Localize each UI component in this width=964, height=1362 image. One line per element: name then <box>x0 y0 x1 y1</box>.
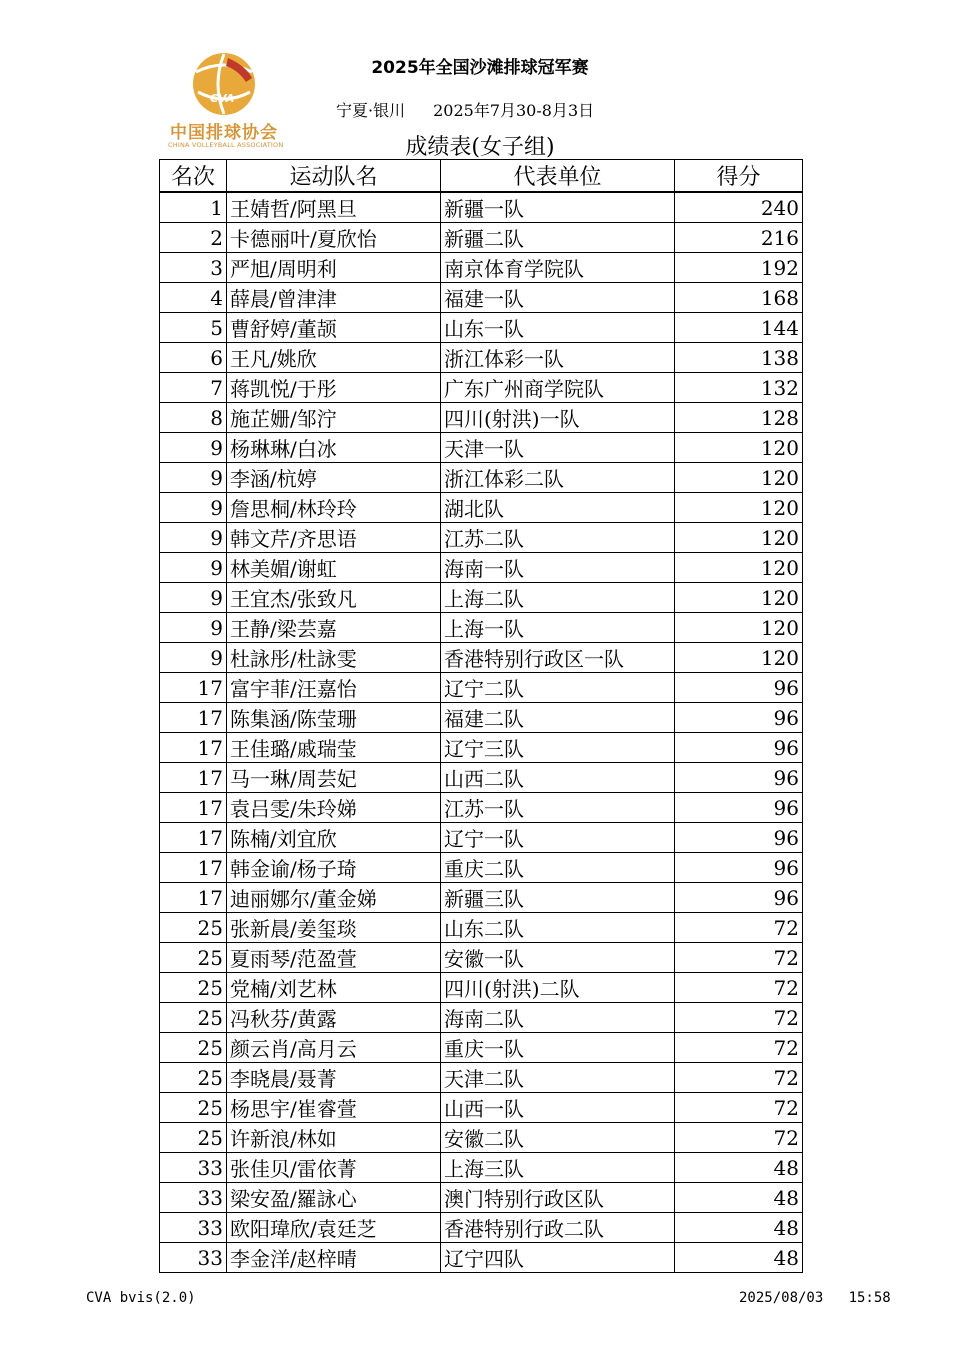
team-cell: 詹思桐/林玲玲 <box>227 493 441 523</box>
rank-cell: 17 <box>160 703 227 733</box>
header-score: 得分 <box>675 160 803 193</box>
rank-cell: 33 <box>160 1213 227 1243</box>
score-cell: 96 <box>675 793 803 823</box>
score-cell: 138 <box>675 343 803 373</box>
score-cell: 120 <box>675 463 803 493</box>
team-cell: 施芷姗/邹泞 <box>227 403 441 433</box>
score-cell: 96 <box>675 823 803 853</box>
unit-cell: 山东二队 <box>441 913 675 943</box>
score-cell: 120 <box>675 433 803 463</box>
score-cell: 168 <box>675 283 803 313</box>
team-cell: 韩金谕/杨子琦 <box>227 853 441 883</box>
team-cell: 张新晨/姜玺琰 <box>227 913 441 943</box>
team-cell: 王宜杰/张致凡 <box>227 583 441 613</box>
unit-cell: 新疆一队 <box>441 192 675 223</box>
rank-cell: 25 <box>160 1093 227 1123</box>
team-cell: 李涵/杭婷 <box>227 463 441 493</box>
team-cell: 林美媚/谢虹 <box>227 553 441 583</box>
table-row <box>160 433 803 463</box>
rank-cell: 9 <box>160 613 227 643</box>
table-row <box>160 793 803 823</box>
rank-cell: 17 <box>160 883 227 913</box>
rank-cell: 9 <box>160 433 227 463</box>
score-cell: 96 <box>675 763 803 793</box>
table-row <box>160 883 803 913</box>
unit-cell: 山西一队 <box>441 1093 675 1123</box>
unit-cell: 重庆一队 <box>441 1033 675 1063</box>
team-cell: 马一琳/周芸妃 <box>227 763 441 793</box>
score-cell: 48 <box>675 1183 803 1213</box>
event-dates: 2025年7月30-8月3日 <box>433 101 595 120</box>
results-table <box>159 159 803 1273</box>
table-row <box>160 853 803 883</box>
score-cell: 120 <box>675 613 803 643</box>
unit-cell: 新疆二队 <box>441 223 675 253</box>
team-cell: 张佳贝/雷依菁 <box>227 1153 441 1183</box>
team-cell: 欧阳瑋欣/袁廷芝 <box>227 1213 441 1243</box>
table-row <box>160 1183 803 1213</box>
logo-name-en: CHINA VOLLEYBALL ASSOCIATION <box>168 141 284 149</box>
unit-cell: 福建二队 <box>441 703 675 733</box>
unit-cell: 辽宁三队 <box>441 733 675 763</box>
page-title: 2025年全国沙滩排球冠军赛 <box>371 58 589 78</box>
rank-cell: 17 <box>160 763 227 793</box>
unit-cell: 海南一队 <box>441 553 675 583</box>
rank-cell: 2 <box>160 223 227 253</box>
team-cell: 党楠/刘艺林 <box>227 973 441 1003</box>
unit-cell: 湖北队 <box>441 493 675 523</box>
unit-cell: 江苏一队 <box>441 793 675 823</box>
table-row <box>160 223 803 253</box>
table-row <box>160 192 803 223</box>
table-row <box>160 313 803 343</box>
footer-timestamp: 2025/08/03 15:58 <box>739 1290 891 1306</box>
table-row <box>160 343 803 373</box>
score-cell: 192 <box>675 253 803 283</box>
rank-cell: 33 <box>160 1243 227 1273</box>
rank-cell: 25 <box>160 973 227 1003</box>
table-row <box>160 673 803 703</box>
team-cell: 王静/梁芸嘉 <box>227 613 441 643</box>
team-cell: 严旭/周明利 <box>227 253 441 283</box>
score-cell: 216 <box>675 223 803 253</box>
table-row <box>160 823 803 853</box>
rank-cell: 8 <box>160 403 227 433</box>
table-row <box>160 1213 803 1243</box>
table-row <box>160 493 803 523</box>
rank-cell: 25 <box>160 1033 227 1063</box>
unit-cell: 重庆二队 <box>441 853 675 883</box>
team-cell: 韩文芹/齐思语 <box>227 523 441 553</box>
rank-cell: 9 <box>160 523 227 553</box>
unit-cell: 辽宁四队 <box>441 1243 675 1273</box>
table-row <box>160 763 803 793</box>
header-unit: 代表单位 <box>441 160 675 193</box>
unit-cell: 山西二队 <box>441 763 675 793</box>
score-cell: 128 <box>675 403 803 433</box>
unit-cell: 四川(射洪)二队 <box>441 973 675 1003</box>
table-row <box>160 1093 803 1123</box>
score-cell: 72 <box>675 973 803 1003</box>
table-row <box>160 913 803 943</box>
rank-cell: 7 <box>160 373 227 403</box>
unit-cell: 辽宁一队 <box>441 823 675 853</box>
rank-cell: 9 <box>160 643 227 673</box>
score-cell: 120 <box>675 553 803 583</box>
score-cell: 120 <box>675 583 803 613</box>
team-cell: 杜詠彤/杜詠雯 <box>227 643 441 673</box>
rank-cell: 17 <box>160 823 227 853</box>
unit-cell: 澳门特别行政区队 <box>441 1183 675 1213</box>
table-header-row <box>160 160 803 193</box>
team-cell: 李晓晨/聂菁 <box>227 1063 441 1093</box>
header-team: 运动队名 <box>227 160 441 193</box>
table-row <box>160 523 803 553</box>
score-cell: 96 <box>675 703 803 733</box>
rank-cell: 25 <box>160 1123 227 1153</box>
team-cell: 杨琳琳/白冰 <box>227 433 441 463</box>
event-location: 宁夏·银川 <box>336 101 406 120</box>
header-rank: 名次 <box>160 160 227 193</box>
rank-cell: 17 <box>160 793 227 823</box>
team-cell: 夏雨琴/范盈萱 <box>227 943 441 973</box>
rank-cell: 9 <box>160 463 227 493</box>
team-cell: 蒋凯悦/于彤 <box>227 373 441 403</box>
rank-cell: 25 <box>160 1063 227 1093</box>
rank-cell: 17 <box>160 673 227 703</box>
unit-cell: 南京体育学院队 <box>441 253 675 283</box>
unit-cell: 天津一队 <box>441 433 675 463</box>
table-row <box>160 1123 803 1153</box>
table-row <box>160 373 803 403</box>
table-row <box>160 583 803 613</box>
unit-cell: 新疆三队 <box>441 883 675 913</box>
unit-cell: 上海一队 <box>441 613 675 643</box>
unit-cell: 香港特别行政二队 <box>441 1213 675 1243</box>
unit-cell: 海南二队 <box>441 1003 675 1033</box>
score-cell: 120 <box>675 493 803 523</box>
rank-cell: 25 <box>160 943 227 973</box>
rank-cell: 6 <box>160 343 227 373</box>
results-body <box>160 192 803 1273</box>
rank-cell: 5 <box>160 313 227 343</box>
score-cell: 72 <box>675 943 803 973</box>
unit-cell: 四川(射洪)一队 <box>441 403 675 433</box>
team-cell: 王婧哲/阿黑旦 <box>227 192 441 223</box>
table-row <box>160 463 803 493</box>
table-row <box>160 973 803 1003</box>
score-cell: 120 <box>675 643 803 673</box>
table-row <box>160 943 803 973</box>
unit-cell: 浙江体彩二队 <box>441 463 675 493</box>
table-row <box>160 1033 803 1063</box>
rank-cell: 25 <box>160 1003 227 1033</box>
team-cell: 袁吕雯/朱玲娣 <box>227 793 441 823</box>
table-row <box>160 613 803 643</box>
unit-cell: 上海二队 <box>441 583 675 613</box>
team-cell: 许新浪/林如 <box>227 1123 441 1153</box>
rank-cell: 33 <box>160 1183 227 1213</box>
score-cell: 72 <box>675 1093 803 1123</box>
score-cell: 48 <box>675 1243 803 1273</box>
team-cell: 王佳璐/戚瑞莹 <box>227 733 441 763</box>
score-cell: 96 <box>675 733 803 763</box>
score-cell: 144 <box>675 313 803 343</box>
table-row <box>160 283 803 313</box>
unit-cell: 辽宁二队 <box>441 673 675 703</box>
rank-cell: 4 <box>160 283 227 313</box>
team-cell: 冯秋芬/黄露 <box>227 1003 441 1033</box>
score-cell: 240 <box>675 192 803 223</box>
unit-cell: 广东广州商学院队 <box>441 373 675 403</box>
rank-cell: 33 <box>160 1153 227 1183</box>
rank-cell: 1 <box>160 192 227 223</box>
rank-cell: 25 <box>160 913 227 943</box>
team-cell: 梁安盈/羅詠心 <box>227 1183 441 1213</box>
score-cell: 48 <box>675 1213 803 1243</box>
team-cell: 陈楠/刘宜欣 <box>227 823 441 853</box>
team-cell: 颜云肖/高月云 <box>227 1033 441 1063</box>
score-cell: 72 <box>675 1123 803 1153</box>
team-cell: 薛晨/曾津津 <box>227 283 441 313</box>
team-cell: 杨思宇/崔睿萱 <box>227 1093 441 1123</box>
score-cell: 72 <box>675 913 803 943</box>
team-cell: 卡德丽叶/夏欣怡 <box>227 223 441 253</box>
footer-software: CVA bvis(2.0) <box>86 1290 196 1306</box>
score-cell: 96 <box>675 853 803 883</box>
table-row <box>160 1243 803 1273</box>
team-cell: 陈集涵/陈莹珊 <box>227 703 441 733</box>
unit-cell: 上海三队 <box>441 1153 675 1183</box>
table-row <box>160 403 803 433</box>
location-date-row <box>336 98 594 121</box>
unit-cell: 福建一队 <box>441 283 675 313</box>
team-cell: 李金洋/赵梓晴 <box>227 1243 441 1273</box>
rank-cell: 9 <box>160 493 227 523</box>
table-row <box>160 1063 803 1093</box>
score-cell: 96 <box>675 673 803 703</box>
svg-text:CVA: CVA <box>210 92 235 105</box>
score-cell: 48 <box>675 1153 803 1183</box>
score-cell: 96 <box>675 883 803 913</box>
table-row <box>160 733 803 763</box>
rank-cell: 17 <box>160 733 227 763</box>
unit-cell: 天津二队 <box>441 1063 675 1093</box>
team-cell: 迪丽娜尔/董金娣 <box>227 883 441 913</box>
rank-cell: 3 <box>160 253 227 283</box>
table-row <box>160 643 803 673</box>
logo-name-cn: 中国排球协会 <box>170 123 278 143</box>
score-cell: 72 <box>675 1063 803 1093</box>
table-row <box>160 553 803 583</box>
rank-cell: 9 <box>160 583 227 613</box>
unit-cell: 浙江体彩一队 <box>441 343 675 373</box>
table-row <box>160 1003 803 1033</box>
score-cell: 72 <box>675 1003 803 1033</box>
rank-cell: 17 <box>160 853 227 883</box>
unit-cell: 安徽二队 <box>441 1123 675 1153</box>
team-cell: 曹舒婷/董颉 <box>227 313 441 343</box>
score-cell: 120 <box>675 523 803 553</box>
results-subtitle: 成绩表(女子组) <box>405 135 555 160</box>
unit-cell: 安徽一队 <box>441 943 675 973</box>
unit-cell: 香港特别行政区一队 <box>441 643 675 673</box>
unit-cell: 山东一队 <box>441 313 675 343</box>
rank-cell: 9 <box>160 553 227 583</box>
score-cell: 132 <box>675 373 803 403</box>
team-cell: 王凡/姚欣 <box>227 343 441 373</box>
table-row <box>160 253 803 283</box>
score-cell: 72 <box>675 1033 803 1063</box>
table-row <box>160 703 803 733</box>
unit-cell: 江苏二队 <box>441 523 675 553</box>
team-cell: 富宇菲/汪嘉怡 <box>227 673 441 703</box>
table-row <box>160 1153 803 1183</box>
